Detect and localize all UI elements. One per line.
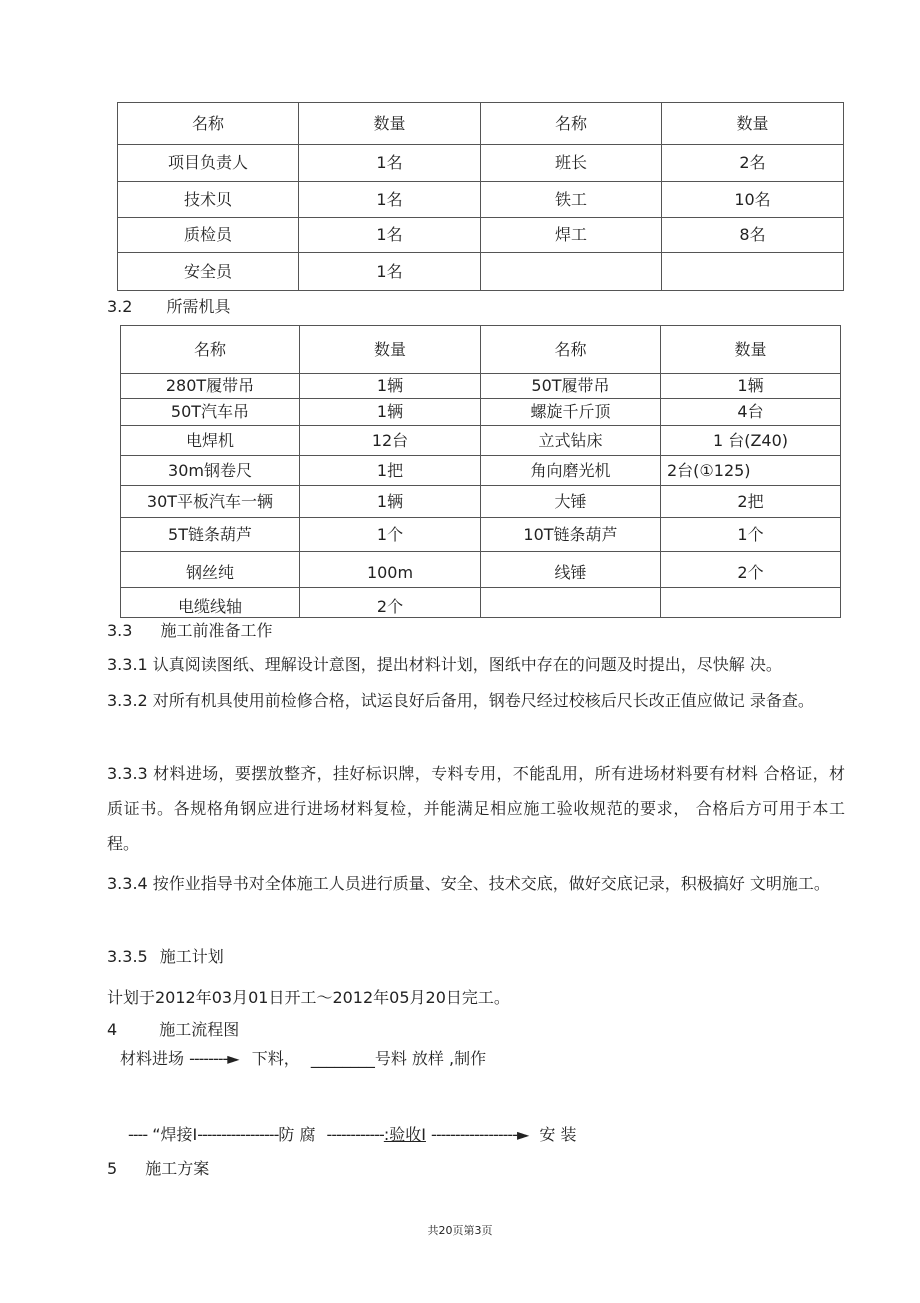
section-number: 4	[107, 1020, 118, 1039]
table-cell: 电焊机	[121, 426, 300, 456]
flow-step: 号料 放样 ,制作	[374, 1049, 487, 1068]
table-row	[121, 518, 841, 552]
table-cell: 电缆线轴	[121, 588, 300, 618]
flow-step: 材料进场	[120, 1049, 185, 1068]
table-cell: 焊工	[481, 218, 662, 253]
table-cell: 角向磨光机	[481, 456, 661, 486]
table-cell: 50T履带吊	[481, 374, 661, 399]
table-row	[121, 486, 841, 518]
section-3-2-heading	[107, 297, 230, 317]
table-cell: 1名	[299, 218, 481, 253]
section-number: 3.3.5	[107, 947, 148, 966]
flow-step: 下料，	[251, 1049, 300, 1068]
table-cell: 1辆	[300, 374, 481, 399]
table-cell	[481, 253, 662, 291]
table-cell: 1名	[299, 253, 481, 291]
table-row	[118, 218, 844, 253]
table-cell: 4台	[661, 399, 841, 426]
table-cell: 立式钻床	[481, 426, 661, 456]
table-cell: 8名	[662, 218, 844, 253]
section-3-3-heading	[107, 621, 272, 641]
header-cell: 数量	[662, 103, 844, 145]
header-cell: 数量	[299, 103, 481, 145]
table-cell	[661, 588, 841, 618]
table-cell: 项目负责人	[118, 145, 299, 182]
table-cell: 50T汽车吊	[121, 399, 300, 426]
table-cell: 2个	[300, 588, 481, 618]
flow-arrow: ------------------►	[431, 1125, 529, 1144]
table-cell: 2台(①125)	[661, 456, 841, 486]
table-cell: 班长	[481, 145, 662, 182]
table-header-row	[121, 326, 841, 374]
table-row	[121, 426, 841, 456]
section-3-3-5-heading	[107, 947, 224, 967]
personnel-table	[117, 102, 844, 291]
section-5-heading	[107, 1159, 209, 1179]
table-row	[118, 253, 844, 291]
table-row	[121, 374, 841, 399]
table-header-row	[118, 103, 844, 145]
section-title: 所需机具	[166, 297, 231, 316]
table-cell: 铁工	[481, 182, 662, 218]
header-cell: 数量	[300, 326, 481, 374]
page-footer: 共20页第3页	[427, 1224, 493, 1237]
table-cell: 安全员	[118, 253, 299, 291]
paragraph-3-3-3: 3.3.3 材料进场，要摆放整齐，挂好标识牌，专料专用，不能乱用，所有进场材料要有材料 合格证，材质证书。各规格角钢应进行进场材料复检，并能满足相应施工验收规范的要求， 合格后方可用于本工程。	[107, 764, 845, 853]
flow-step: “焊接I	[152, 1125, 198, 1144]
table-cell: 螺旋千斤顶	[481, 399, 661, 426]
table-row	[121, 399, 841, 426]
table-row	[121, 552, 841, 588]
table-cell: 线锤	[481, 552, 661, 588]
table-cell: 280T履带吊	[121, 374, 300, 399]
table-cell: 2名	[662, 145, 844, 182]
table-cell: 100m	[300, 552, 481, 588]
section-title: 施工计划	[159, 947, 224, 966]
section-number: 5	[107, 1159, 118, 1178]
flow-arrow: ------------	[326, 1125, 384, 1144]
table-row	[121, 456, 841, 486]
section-number: 3.3	[107, 621, 133, 640]
table-cell: 1个	[300, 518, 481, 552]
table-row	[118, 145, 844, 182]
table-cell: 1辆	[300, 399, 481, 426]
table-cell: 大锤	[481, 486, 661, 518]
table-cell: 钢丝纯	[121, 552, 300, 588]
table-cell: 30T平板汽车一辆	[121, 486, 300, 518]
header-cell: 名称	[118, 103, 299, 145]
flow-step: :验收I	[383, 1125, 426, 1144]
table-cell: 30m钢卷尺	[121, 456, 300, 486]
table-cell: 1辆	[300, 486, 481, 518]
header-cell: 名称	[121, 326, 300, 374]
section-number: 3.2	[107, 297, 133, 316]
paragraph-3-3-4: 3.3.4 按作业指导书对全体施工人员进行质量、安全、技术交底，做好交底记录，积极搞好 文明施工。	[107, 874, 830, 893]
plan-text: 计划于2012年03月01日开工～2012年05月20日完工。	[107, 988, 510, 1007]
table-cell: 1把	[300, 456, 481, 486]
table-cell	[481, 588, 661, 618]
header-cell: 数量	[661, 326, 841, 374]
table-cell: 质检员	[118, 218, 299, 253]
flow-arrow: --------►	[189, 1049, 239, 1068]
header-cell: 名称	[481, 326, 661, 374]
flow-blank: ________	[310, 1049, 375, 1068]
flow-arrow: ----	[128, 1125, 148, 1144]
table-row	[121, 588, 841, 618]
table-cell: 12台	[300, 426, 481, 456]
flow-step: 防 腐	[278, 1125, 316, 1144]
table-cell	[662, 253, 844, 291]
table-cell: 2个	[661, 552, 841, 588]
section-title: 施工方案	[145, 1159, 210, 1178]
table-cell: 10名	[662, 182, 844, 218]
paragraph-3-3-1: 3.3.1 认真阅读图纸、理解设计意图，提出材料计划，图纸中存在的问题及时提出，尽快解 决。	[107, 655, 782, 674]
table-row	[118, 182, 844, 218]
flow-arrow: -----------------	[197, 1125, 279, 1144]
flow-line-1	[120, 1049, 486, 1069]
table-cell: 1辆	[661, 374, 841, 399]
table-cell: 10T链条葫芦	[481, 518, 661, 552]
table-cell: 技术贝	[118, 182, 299, 218]
flow-step: 安 装	[539, 1125, 577, 1144]
equipment-table	[120, 325, 841, 618]
section-title: 施工前准备工作	[160, 621, 273, 640]
table-cell: 1个	[661, 518, 841, 552]
table-cell: 5T链条葫芦	[121, 518, 300, 552]
paragraph-3-3-2: 3.3.2 对所有机具使用前检修合格，试运良好后备用，钢卷尺经过校核后尺长改正值应做记 录备查。	[107, 691, 814, 710]
flow-line-2	[128, 1125, 576, 1145]
table-cell: 1 台(Z40)	[661, 426, 841, 456]
section-4-heading	[107, 1020, 239, 1040]
section-title: 施工流程图	[159, 1020, 240, 1039]
table-cell: 1名	[299, 182, 481, 218]
header-cell: 名称	[481, 103, 662, 145]
table-cell: 1名	[299, 145, 481, 182]
table-cell: 2把	[661, 486, 841, 518]
